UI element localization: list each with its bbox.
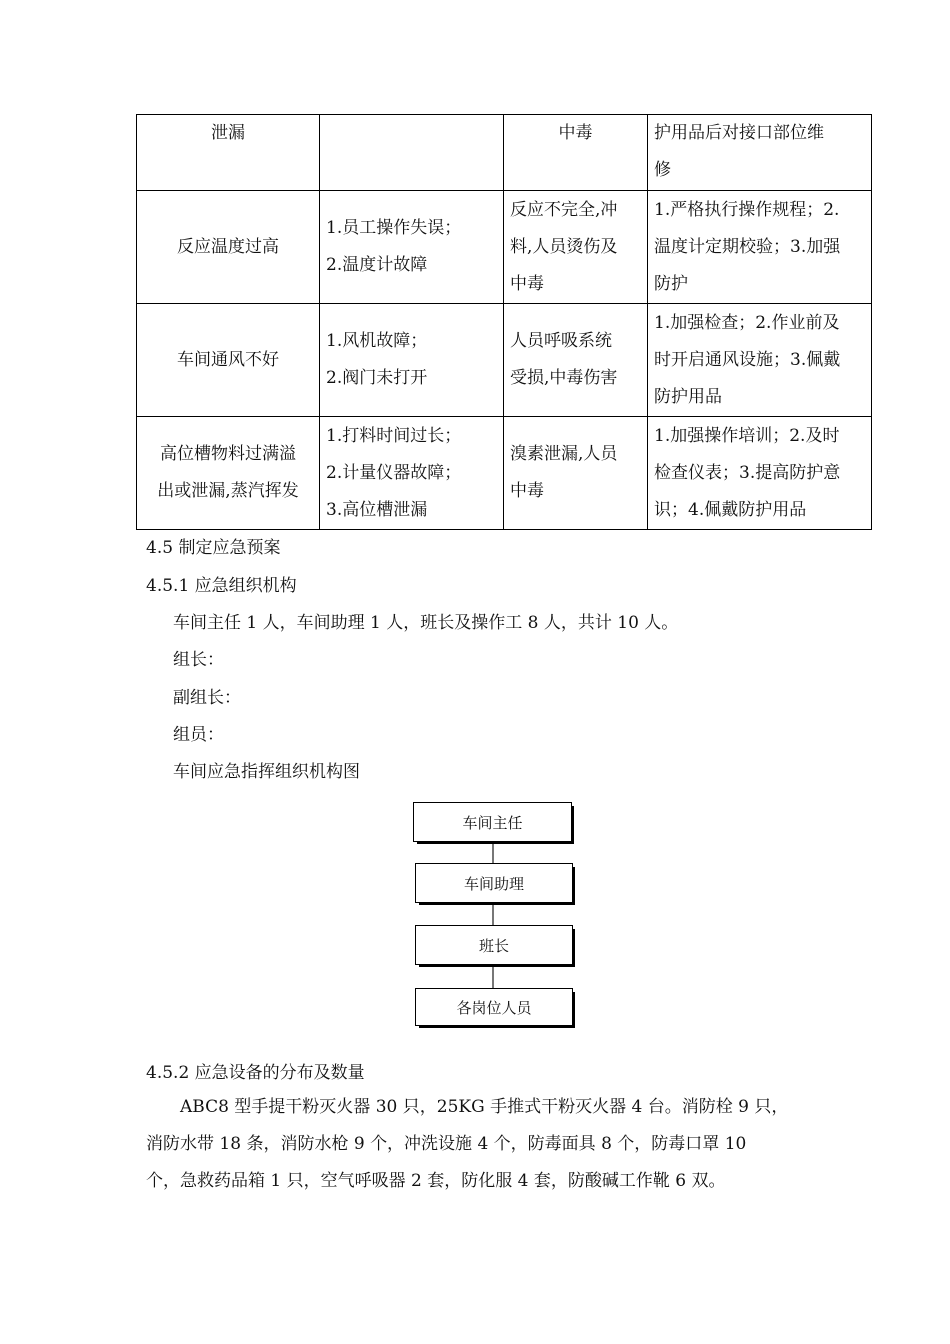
table-cell-cause <box>320 191 504 304</box>
cell-text-line: 中毒 <box>510 273 544 294</box>
table-cell-hazard <box>137 191 320 304</box>
cell-text-line: 2.阀门未打开 <box>326 368 428 388</box>
risk-table <box>136 114 872 530</box>
member-label: 组员： <box>173 725 224 745</box>
org-connector <box>492 844 494 863</box>
org-summary: 车间主任 1 人，车间助理 1 人，班长及操作工 8 人，共计 10 人。 <box>173 613 679 633</box>
cell-text-line: 防护 <box>654 273 688 294</box>
org-box-label: 各岗位人员 <box>456 998 532 1017</box>
cell-text-line: 料,人员烫伤及 <box>510 236 618 257</box>
risk-table-body <box>137 115 872 530</box>
cell-text-line: 2.计量仪器故障； <box>326 462 462 483</box>
org-box-label: 班长 <box>478 936 509 955</box>
cell-text-line: 反应温度过高 <box>177 236 279 257</box>
org-box-workshop-assistant <box>415 863 573 903</box>
org-chart-caption: 车间应急指挥组织机构图 <box>173 762 360 782</box>
cell-text-line: 1.严格执行操作规程；2. <box>654 199 840 220</box>
table-cell-consequence <box>504 191 648 304</box>
cell-text-line: 识；4.佩戴防护用品 <box>654 499 807 520</box>
org-connector <box>492 905 494 925</box>
cell-text-line: 2.温度计故障 <box>326 255 428 275</box>
table-cell-consequence <box>504 115 648 191</box>
org-connector <box>492 967 494 988</box>
equipment-paragraph <box>146 1089 826 1200</box>
cell-text-line: 3.高位槽泄漏 <box>326 499 428 520</box>
deputy-label: 副组长： <box>173 688 241 708</box>
table-cell-hazard <box>137 417 320 530</box>
table-cell-cause <box>320 304 504 417</box>
cell-text-line: 溴素泄漏,人员 <box>510 444 618 464</box>
table-row <box>137 304 872 417</box>
org-box-label: 车间助理 <box>463 874 524 893</box>
cell-text-line: 泄漏 <box>211 123 245 143</box>
table-cell-cause <box>320 417 504 530</box>
cell-text-line: 1.风机故障； <box>326 331 428 351</box>
cell-text-line: 护用品后对接口部位维 <box>654 123 824 143</box>
table-cell-measure <box>648 304 872 417</box>
org-box-post-staff <box>415 988 573 1026</box>
cell-text-line: 人员呼吸系统 <box>510 331 612 351</box>
cell-text-line: 中毒 <box>510 481 544 501</box>
cell-text-line: 车间通风不好 <box>177 349 279 370</box>
table-cell-measure <box>648 115 872 191</box>
section-heading-4-5-2: 4.5.2 应急设备的分布及数量 <box>146 1063 365 1083</box>
table-row <box>137 191 872 304</box>
table-cell-cause <box>320 115 504 191</box>
section-heading-4-5-1: 4.5.1 应急组织机构 <box>146 576 297 596</box>
cell-text-line: 检查仪表；3.提高防护意 <box>654 462 841 483</box>
table-row <box>137 115 872 191</box>
cell-text-line: 时开启通风设施；3.佩戴 <box>654 349 841 370</box>
table-cell-measure <box>648 417 872 530</box>
leader-label: 组长： <box>173 650 224 670</box>
table-row <box>137 417 872 530</box>
cell-text-line: 1.员工操作失误； <box>326 218 462 238</box>
cell-text-line: 反应不完全,冲 <box>510 199 618 220</box>
cell-text-line: 1.加强操作培训；2.及时 <box>654 425 840 446</box>
cell-text-line: 中毒 <box>558 123 593 143</box>
equipment-line: 个，急救药品箱 1 只，空气呼吸器 2 套，防化服 4 套，防酸碱工作靴 6 双。 <box>146 1171 726 1191</box>
org-box-workshop-director <box>413 802 572 842</box>
cell-text-line: 防护用品 <box>654 386 722 407</box>
table-cell-hazard <box>137 115 320 191</box>
cell-text-line: 1.打料时间过长； <box>326 425 462 446</box>
section-heading-4-5: 4.5 制定应急预案 <box>146 538 281 558</box>
cell-text-line: 出或泄漏,蒸汽挥发 <box>157 481 299 501</box>
equipment-line: 消防水带 18 条，消防水枪 9 个，冲洗设施 4 个，防毒面具 8 个，防毒口罩 10 <box>146 1134 747 1154</box>
cell-text-line: 1.加强检查；2.作业前及 <box>654 312 840 333</box>
equipment-line: ABC8 型手提干粉灭火器 30 只，25KG 手推式干粉灭火器 4 台。消防栓 9 只， <box>180 1097 789 1117</box>
cell-text-line: 修 <box>654 160 671 180</box>
table-cell-measure <box>648 191 872 304</box>
table-cell-consequence <box>504 304 648 417</box>
cell-text-line: 高位槽物料过满溢 <box>160 444 296 464</box>
cell-text-line: 受损,中毒伤害 <box>510 368 618 388</box>
table-cell-consequence <box>504 417 648 530</box>
cell-text-line: 温度计定期校验；3.加强 <box>654 236 841 257</box>
org-box-team-leader <box>415 925 573 965</box>
table-cell-hazard <box>137 304 320 417</box>
org-box-label: 车间主任 <box>462 813 523 832</box>
